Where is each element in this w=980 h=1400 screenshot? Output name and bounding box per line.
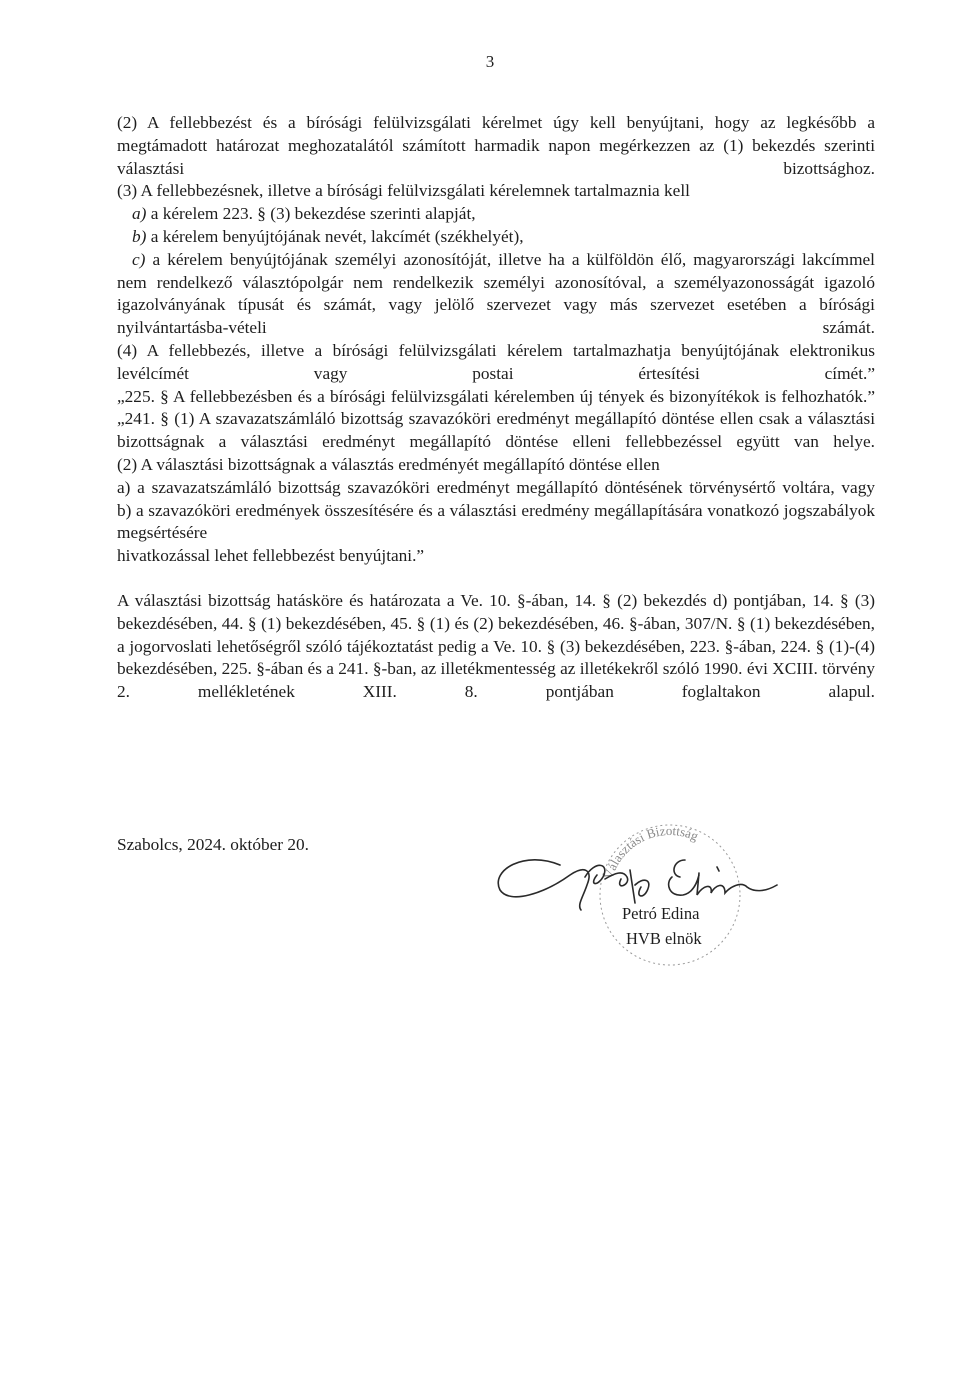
place-date: Szabolcs, 2024. október 20. (117, 835, 309, 854)
competence-paragraph: A választási bizottság hatásköre és határozata a Ve. 10. §-ában, 14. § (2) bekezdés d) pontjában, 14. § (3) bekezdésében, 44. § (1) bekezdésében, 45. § (1) és (2) bekezdésében, 46. §-ában, 307/N. § (1) bekezdésében, a jogorvoslati lehetőségről szóló tájékoztatást pedig a Ve. 10. § (3) bekezdésében, 223. §-ában, 224. § (1)-(4) bekezdésében, 225. §-ában és a 241. §-ban, az illetékmentesség az illetékekről szóló 1990. évi XCIII. törvény 2. mellékletének XIII. 8. pontjában foglaltakon alapul. (117, 590, 875, 702)
list-text-c: a kérelem benyújtójának személyi azonosítóját, illetve ha a külföldön élő, magyarországi lakcímmel nem rendelkező választópolgár nem rendelkezik személyi azonosítóval, a személyazonosságát igazoló igazolványának típusát és számát, vagy jelölő szervezet vagy más szervezet esetében a bírósági nyilvántartásba-vételi számát. (117, 249, 875, 338)
list-marker-c: c) (132, 249, 146, 269)
signature-stroke (498, 860, 649, 910)
list-text-b: a kérelem benyújtójának nevét, lakcímét (székhelyét), (146, 226, 524, 246)
section-241-2-b: b) a szavazóköri eredmények összesítésére és a választási eredmény megállapítására vonatkozó jogszabályok megsértésére (117, 500, 875, 543)
list-item-b (117, 226, 875, 249)
signer-name: Petró Edina (622, 904, 700, 923)
list-item-c (117, 249, 875, 340)
signature-block (485, 815, 785, 975)
section-241-2-a: a) a szavazatszámláló bizottság szavazóköri eredményt megállapító döntésének törvénysértő voltára, vagy (117, 477, 875, 497)
list-marker-b: b) (132, 226, 147, 246)
signer-title: HVB elnök (626, 929, 702, 948)
list-marker-a: a) (132, 204, 147, 224)
section-225: „225. § A fellebbezésben és a bírósági felülvizsgálati kérelemben új tények és bizonyítékok is felhozhatók.” (117, 386, 875, 406)
section-241-closing: hivatkozással lehet fellebbezést benyújtani.” (117, 546, 425, 566)
paragraph-2-submission: (2) A fellebbezést és a bírósági felülvizsgálati kérelmet úgy kell benyújtani, hogy az legkésőbb a megtámadott határozat meghozatalától számított harmadik napon megérkezzen az (1) bekezdés szerinti választási bizottsághoz. (117, 113, 875, 178)
document-body (117, 112, 875, 704)
paragraph-4-optional: (4) A fellebbezés, illetve a bírósági felülvizsgálati kérelem tartalmazhatja benyújtójának elektronikus levélcímét vagy postai értesítési címét.” (117, 340, 875, 383)
list-item-a (117, 203, 875, 226)
page-number: 3 (485, 52, 495, 71)
signature-stroke-2 (669, 860, 777, 895)
section-241-2: (2) A választási bizottságnak a választás eredményét megállapító döntése ellen (117, 454, 660, 474)
section-241-1: „241. § (1) A szavazatszámláló bizottság szavazóköri eredményt megállapító döntése ellen csak a választási bizottságnak a választási eredményt megállapító döntése elleni fellebbezéssel együtt van helye. (117, 409, 875, 452)
stamp-and-signature-graphic (485, 815, 785, 975)
stamp-text: Választási Bizottság (600, 822, 701, 882)
paragraph-3-content: (3) A fellebbezésnek, illetve a bírósági felülvizsgálati kérelemnek tartalmaznia kell (117, 181, 690, 201)
list-text-a: a kérelem 223. § (3) bekezdése szerinti alapját, (146, 204, 476, 224)
